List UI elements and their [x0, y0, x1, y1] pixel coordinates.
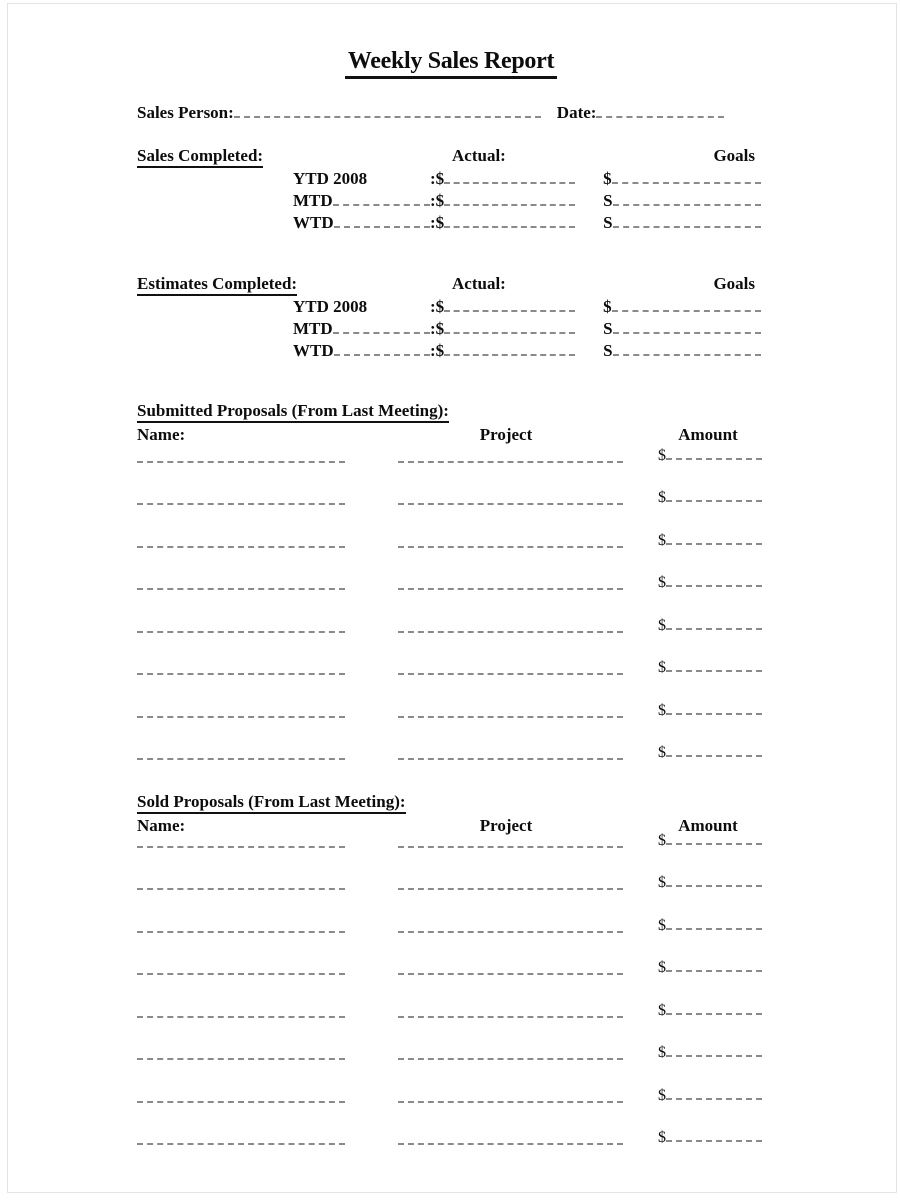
project-blank-line	[398, 461, 623, 463]
actual-prefix: :$	[430, 191, 445, 210]
name-blank-line	[137, 1058, 345, 1060]
amount-blank-line	[666, 656, 762, 672]
proposal-row	[137, 595, 765, 638]
goals-prefix: S	[603, 341, 613, 360]
amount-blank-line	[666, 529, 762, 545]
sales-completed-heading: Sales Completed:	[137, 146, 263, 168]
project-blank-line	[398, 673, 623, 675]
currency-symbol: $	[658, 659, 666, 676]
currency-symbol: $	[658, 874, 666, 891]
amount-blank-line	[666, 914, 762, 930]
amount-blank-line	[666, 571, 762, 587]
sales-completed-header-row	[137, 146, 765, 168]
proposal-row	[137, 895, 765, 938]
currency-symbol: $	[658, 616, 666, 634]
actual-column-header: Actual:	[452, 146, 506, 165]
sales-person-blank-line	[234, 102, 541, 118]
project-blank-line	[398, 1101, 623, 1103]
name-blank-line	[137, 973, 345, 975]
amount-blank-line	[666, 1041, 762, 1057]
proposal-row	[137, 853, 765, 896]
goals-prefix: S	[603, 191, 613, 210]
amount-blank-line	[666, 614, 762, 630]
goals-prefix: S	[603, 319, 613, 338]
actual-blank-line	[444, 296, 575, 312]
project-column-header: Project	[479, 816, 533, 835]
currency-symbol: $	[658, 916, 666, 934]
period-label: MTD	[293, 319, 333, 338]
section-sold-proposals	[137, 792, 765, 1150]
name-blank-line	[137, 1101, 345, 1103]
period-blank-line	[334, 340, 430, 356]
sold-proposals-rows	[137, 810, 765, 1150]
sales-completed-row-wtd	[293, 212, 765, 234]
sales-person-label: Sales Person:	[137, 103, 234, 122]
proposal-row	[137, 980, 765, 1023]
section-submitted-proposals	[137, 401, 765, 765]
estimates-completed-row-mtd	[293, 318, 765, 340]
amount-blank-line	[666, 871, 762, 887]
name-blank-line	[137, 846, 345, 848]
project-column-header: Project	[479, 425, 533, 444]
project-blank-line	[398, 931, 623, 933]
project-blank-line	[398, 588, 623, 590]
amount-blank-line	[666, 999, 762, 1015]
page-content	[137, 0, 765, 1150]
currency-symbol: $	[658, 446, 666, 464]
project-blank-line	[398, 546, 623, 548]
name-blank-line	[137, 588, 345, 590]
project-blank-line	[398, 846, 623, 848]
project-blank-line	[398, 973, 623, 975]
estimates-completed-row-wtd	[293, 340, 765, 362]
project-blank-line	[398, 1058, 623, 1060]
actual-column-header: Actual:	[452, 274, 506, 293]
submitted-proposals-heading: Submitted Proposals (From Last Meeting):	[137, 401, 449, 423]
proposal-row	[137, 425, 765, 468]
submitted-proposals-rows	[137, 425, 765, 765]
proposal-row	[137, 1023, 765, 1066]
amount-blank-line	[666, 956, 762, 972]
proposal-row	[137, 810, 765, 853]
amount-blank-line	[666, 699, 762, 715]
currency-symbol: $	[658, 1129, 666, 1146]
amount-blank-line	[666, 829, 762, 845]
name-blank-line	[137, 888, 345, 890]
name-blank-line	[137, 1016, 345, 1018]
amount-blank-line	[666, 741, 762, 757]
proposal-row	[137, 723, 765, 766]
goals-blank-line	[613, 212, 762, 228]
currency-symbol: $	[658, 531, 666, 549]
date-label: Date:	[556, 103, 597, 122]
goals-blank-line	[613, 190, 762, 206]
period-label: YTD 2008	[293, 297, 368, 316]
currency-symbol: $	[658, 831, 666, 849]
actual-blank-line	[444, 190, 575, 206]
currency-symbol: $	[658, 744, 666, 761]
period-label: WTD	[293, 213, 334, 232]
actual-blank-line	[444, 340, 575, 356]
amount-blank-line	[666, 486, 762, 502]
goals-blank-line	[613, 318, 762, 334]
project-blank-line	[398, 716, 623, 718]
estimates-completed-header-row	[137, 274, 765, 296]
title-row	[137, 48, 765, 84]
amount-column-header: Amount	[678, 425, 738, 444]
amount-blank-line	[666, 1084, 762, 1100]
amount-blank-line	[666, 444, 762, 460]
section-sales-completed	[137, 146, 765, 234]
proposal-row	[137, 638, 765, 681]
actual-prefix: :$	[430, 341, 445, 360]
sales-completed-row-ytd	[293, 168, 765, 190]
name-blank-line	[137, 1143, 345, 1145]
project-blank-line	[398, 758, 623, 760]
date-blank-line	[596, 102, 724, 118]
currency-symbol: $	[658, 1044, 666, 1061]
currency-symbol: $	[658, 1086, 666, 1104]
estimates-completed-row-ytd	[293, 296, 765, 318]
actual-blank-line	[444, 212, 575, 228]
project-blank-line	[398, 503, 623, 505]
amount-blank-line	[666, 1126, 762, 1142]
sold-proposals-heading: Sold Proposals (From Last Meeting):	[137, 792, 406, 814]
period-label: YTD 2008	[293, 169, 368, 188]
name-blank-line	[137, 503, 345, 505]
period-blank-line	[333, 190, 430, 206]
project-blank-line	[398, 888, 623, 890]
page-title: Weekly Sales Report	[345, 48, 557, 79]
goals-blank-line	[612, 296, 762, 312]
actual-prefix: :$	[430, 319, 445, 338]
goals-blank-line	[613, 340, 762, 356]
project-blank-line	[398, 631, 623, 633]
project-blank-line	[398, 1016, 623, 1018]
goals-prefix: S	[603, 213, 613, 232]
name-blank-line	[137, 673, 345, 675]
name-blank-line	[137, 461, 345, 463]
period-blank-line	[333, 318, 430, 334]
period-label: WTD	[293, 341, 334, 360]
name-column-header: Name:	[137, 425, 186, 444]
section-estimates-completed	[137, 274, 765, 362]
goals-blank-line	[612, 168, 762, 184]
proposal-row	[137, 553, 765, 596]
proposal-row	[137, 1065, 765, 1108]
name-blank-line	[137, 631, 345, 633]
period-label: MTD	[293, 191, 333, 210]
actual-blank-line	[444, 318, 575, 334]
proposal-row	[137, 680, 765, 723]
actual-prefix: :$	[430, 213, 445, 232]
goals-prefix: $	[603, 297, 612, 316]
name-column-header: Name:	[137, 816, 186, 835]
proposal-row	[137, 468, 765, 511]
name-blank-line	[137, 931, 345, 933]
goals-column-header: Goals	[713, 274, 755, 293]
name-blank-line	[137, 546, 345, 548]
currency-symbol: $	[658, 1001, 666, 1019]
name-blank-line	[137, 758, 345, 760]
proposal-row	[137, 1108, 765, 1151]
proposal-row	[137, 510, 765, 553]
actual-prefix: :$	[430, 169, 445, 188]
currency-symbol: $	[658, 959, 666, 976]
currency-symbol: $	[658, 574, 666, 591]
proposal-row	[137, 938, 765, 981]
currency-symbol: $	[658, 701, 666, 719]
goals-column-header: Goals	[713, 146, 755, 165]
project-blank-line	[398, 1143, 623, 1145]
salesperson-date-row	[137, 102, 765, 124]
estimates-completed-heading: Estimates Completed:	[137, 274, 297, 296]
period-blank-line	[334, 212, 430, 228]
actual-prefix: :$	[430, 297, 445, 316]
sales-completed-row-mtd	[293, 190, 765, 212]
name-blank-line	[137, 716, 345, 718]
goals-prefix: $	[603, 169, 612, 188]
amount-column-header: Amount	[678, 816, 738, 835]
currency-symbol: $	[658, 489, 666, 506]
actual-blank-line	[444, 168, 575, 184]
